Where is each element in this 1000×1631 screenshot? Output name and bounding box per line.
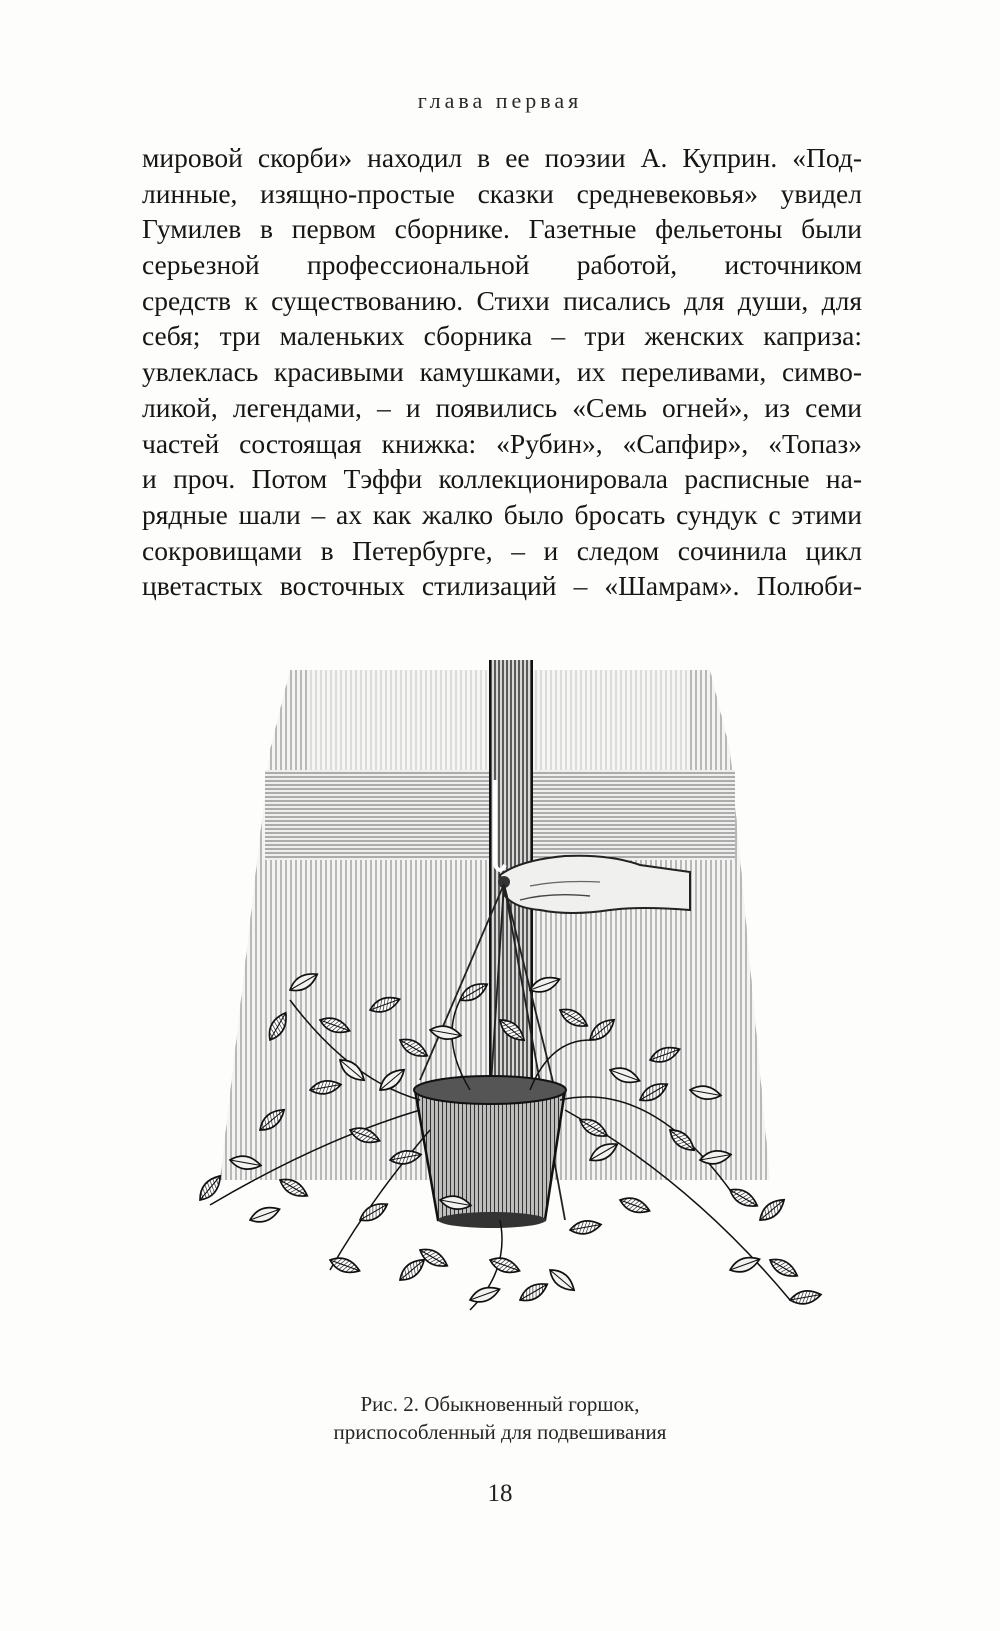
body-paragraph bbox=[142, 140, 862, 604]
flower-pot bbox=[414, 1076, 566, 1228]
text-line: себя; три маленьких сборника – три женских каприза: bbox=[142, 320, 862, 352]
text-line: мировой скорби» находил в ее поэзии А. Куприн. «Под- bbox=[142, 142, 862, 173]
caption-line: Рис. 2. Обыкновенный горшок, bbox=[360, 1392, 640, 1416]
caption-line: приспособленный для подвешивания bbox=[333, 1420, 667, 1444]
running-head: глава первая bbox=[417, 88, 583, 113]
figure-caption bbox=[0, 1390, 1000, 1446]
text-line: ликой, легендами, – и появились «Семь огней», из семи bbox=[142, 391, 862, 423]
hanging-pot-illustration bbox=[170, 660, 830, 1340]
text-line: увлеклась красивыми камушками, их переливами, симво- bbox=[142, 356, 862, 388]
text-line: Гумилев в первом сборнике. Газетные фельетоны были bbox=[142, 213, 862, 245]
text-line: цветастых восточных стилизаций – «Шамрам». Полюби- bbox=[142, 570, 862, 602]
text-line: серьезной профессиональной работой, источником bbox=[142, 249, 862, 281]
text-line: и проч. Потом Тэффи коллекционировала расписные на- bbox=[142, 463, 862, 495]
text-line: линные, изящно-простые сказки средневековья» увидел bbox=[142, 177, 862, 209]
page-number: 18 bbox=[487, 1480, 513, 1507]
engraving-image bbox=[170, 660, 830, 1340]
text-line: рядные шали – ах как жалко было бросать сундук с этими bbox=[142, 498, 862, 530]
text-line: средств к существованию. Стихи писались для души, для bbox=[142, 284, 862, 316]
text-line: частей состоящая книжка: «Рубин», «Сапфир», «Топаз» bbox=[142, 427, 862, 459]
text-line: сокровищами в Петербурге, – и следом сочинила цикл bbox=[142, 534, 862, 566]
